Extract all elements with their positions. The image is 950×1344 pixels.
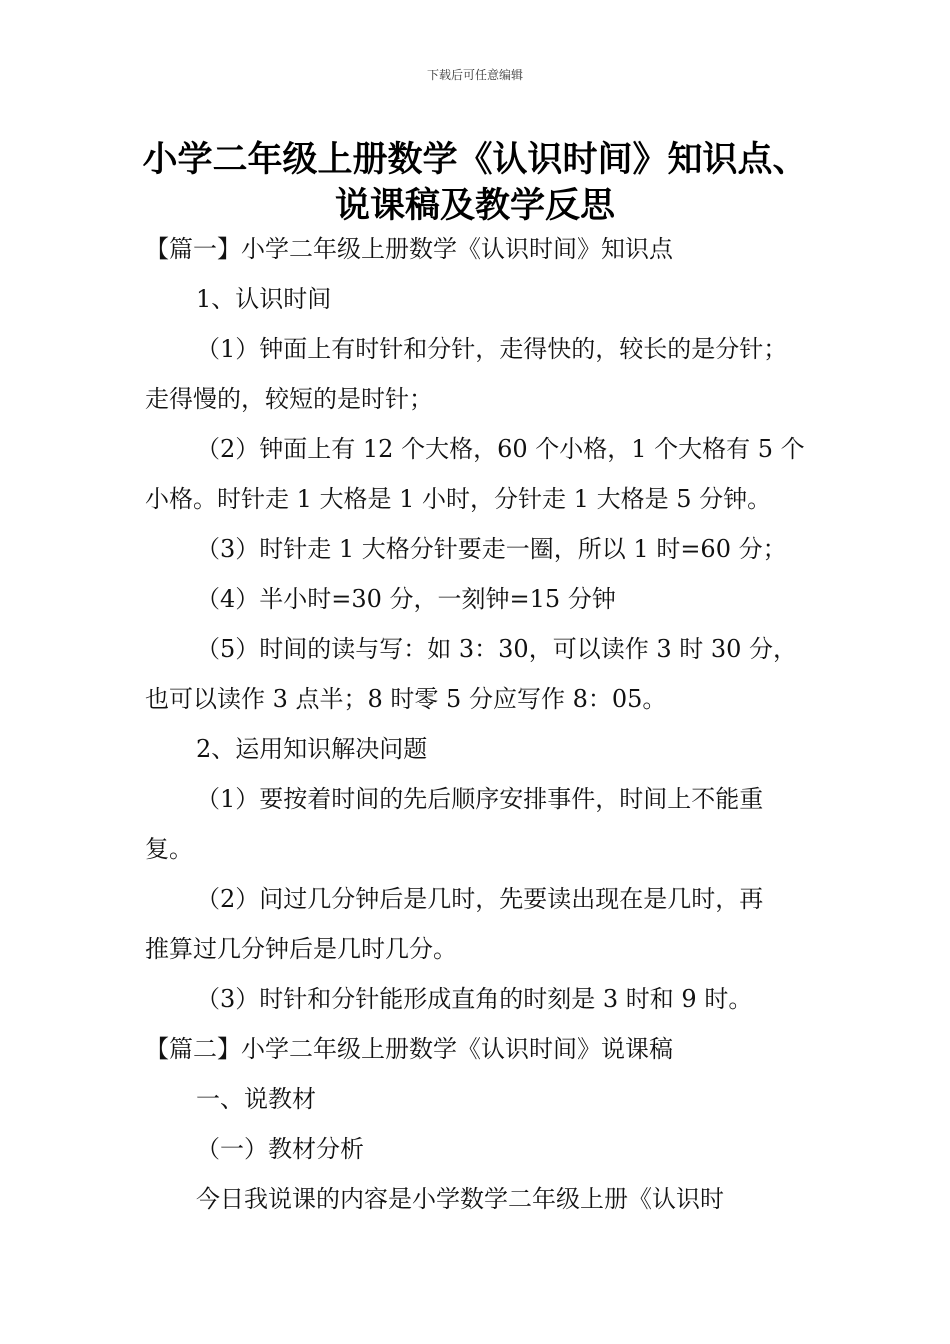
subheading-apply-knowledge: 2、运用知识解决问题: [196, 735, 428, 763]
paragraph-line: （1）要按着时间的先后顺序安排事件，时间上不能重: [196, 785, 764, 813]
section-heading-part-2: 【篇二】小学二年级上册数学《认识时间》说课稿: [145, 1035, 673, 1063]
subheading-material-analysis: （一）教材分析: [196, 1135, 364, 1163]
paragraph-line: （5）时间的读与写：如 3：30，可以读作 3 时 30 分，: [196, 635, 798, 663]
document-title-line-2: 说课稿及教学反思: [334, 186, 615, 226]
paragraph-line: （4）半小时=30 分，一刻钟=15 分钟: [196, 585, 616, 613]
paragraph-line: （3）时针和分针能形成直角的时刻是 3 时和 9 时。: [196, 985, 753, 1013]
subheading-teaching-material: 一、说教材: [196, 1085, 316, 1113]
paragraph-line: 小格。时针走 1 大格是 1 小时，分针走 1 大格是 5 分钟。: [145, 485, 772, 513]
paragraph-line: （2）钟面上有 12 个大格，60 个小格，1 个大格有 5 个: [196, 435, 805, 463]
subheading-recognize-time: 1、认识时间: [196, 285, 332, 313]
paragraph-line: （1）钟面上有时针和分针，走得快的，较长的是分针；: [196, 335, 788, 363]
paragraph-line: 走得慢的，较短的是时针；: [145, 385, 433, 413]
paragraph-line: 也可以读作 3 点半；8 时零 5 分应写作 8：05。: [145, 685, 667, 713]
paragraph-line: （3）时针走 1 大格分针要走一圈，所以 1 时=60 分；: [196, 535, 787, 563]
section-heading-part-1: 【篇一】小学二年级上册数学《认识时间》知识点: [145, 235, 673, 263]
document-title-line-1: 小学二年级上册数学《认识时间》知识点、: [142, 140, 808, 180]
paragraph-line: 推算过几分钟后是几时几分。: [145, 935, 457, 963]
paragraph-line: 复。: [145, 835, 193, 863]
header-note: 下载后可任意编辑: [426, 68, 523, 82]
paragraph-line: 今日我说课的内容是小学数学二年级上册《认识时: [196, 1185, 724, 1213]
paragraph-line: （2）问过几分钟后是几时，先要读出现在是几时，再: [196, 885, 764, 913]
